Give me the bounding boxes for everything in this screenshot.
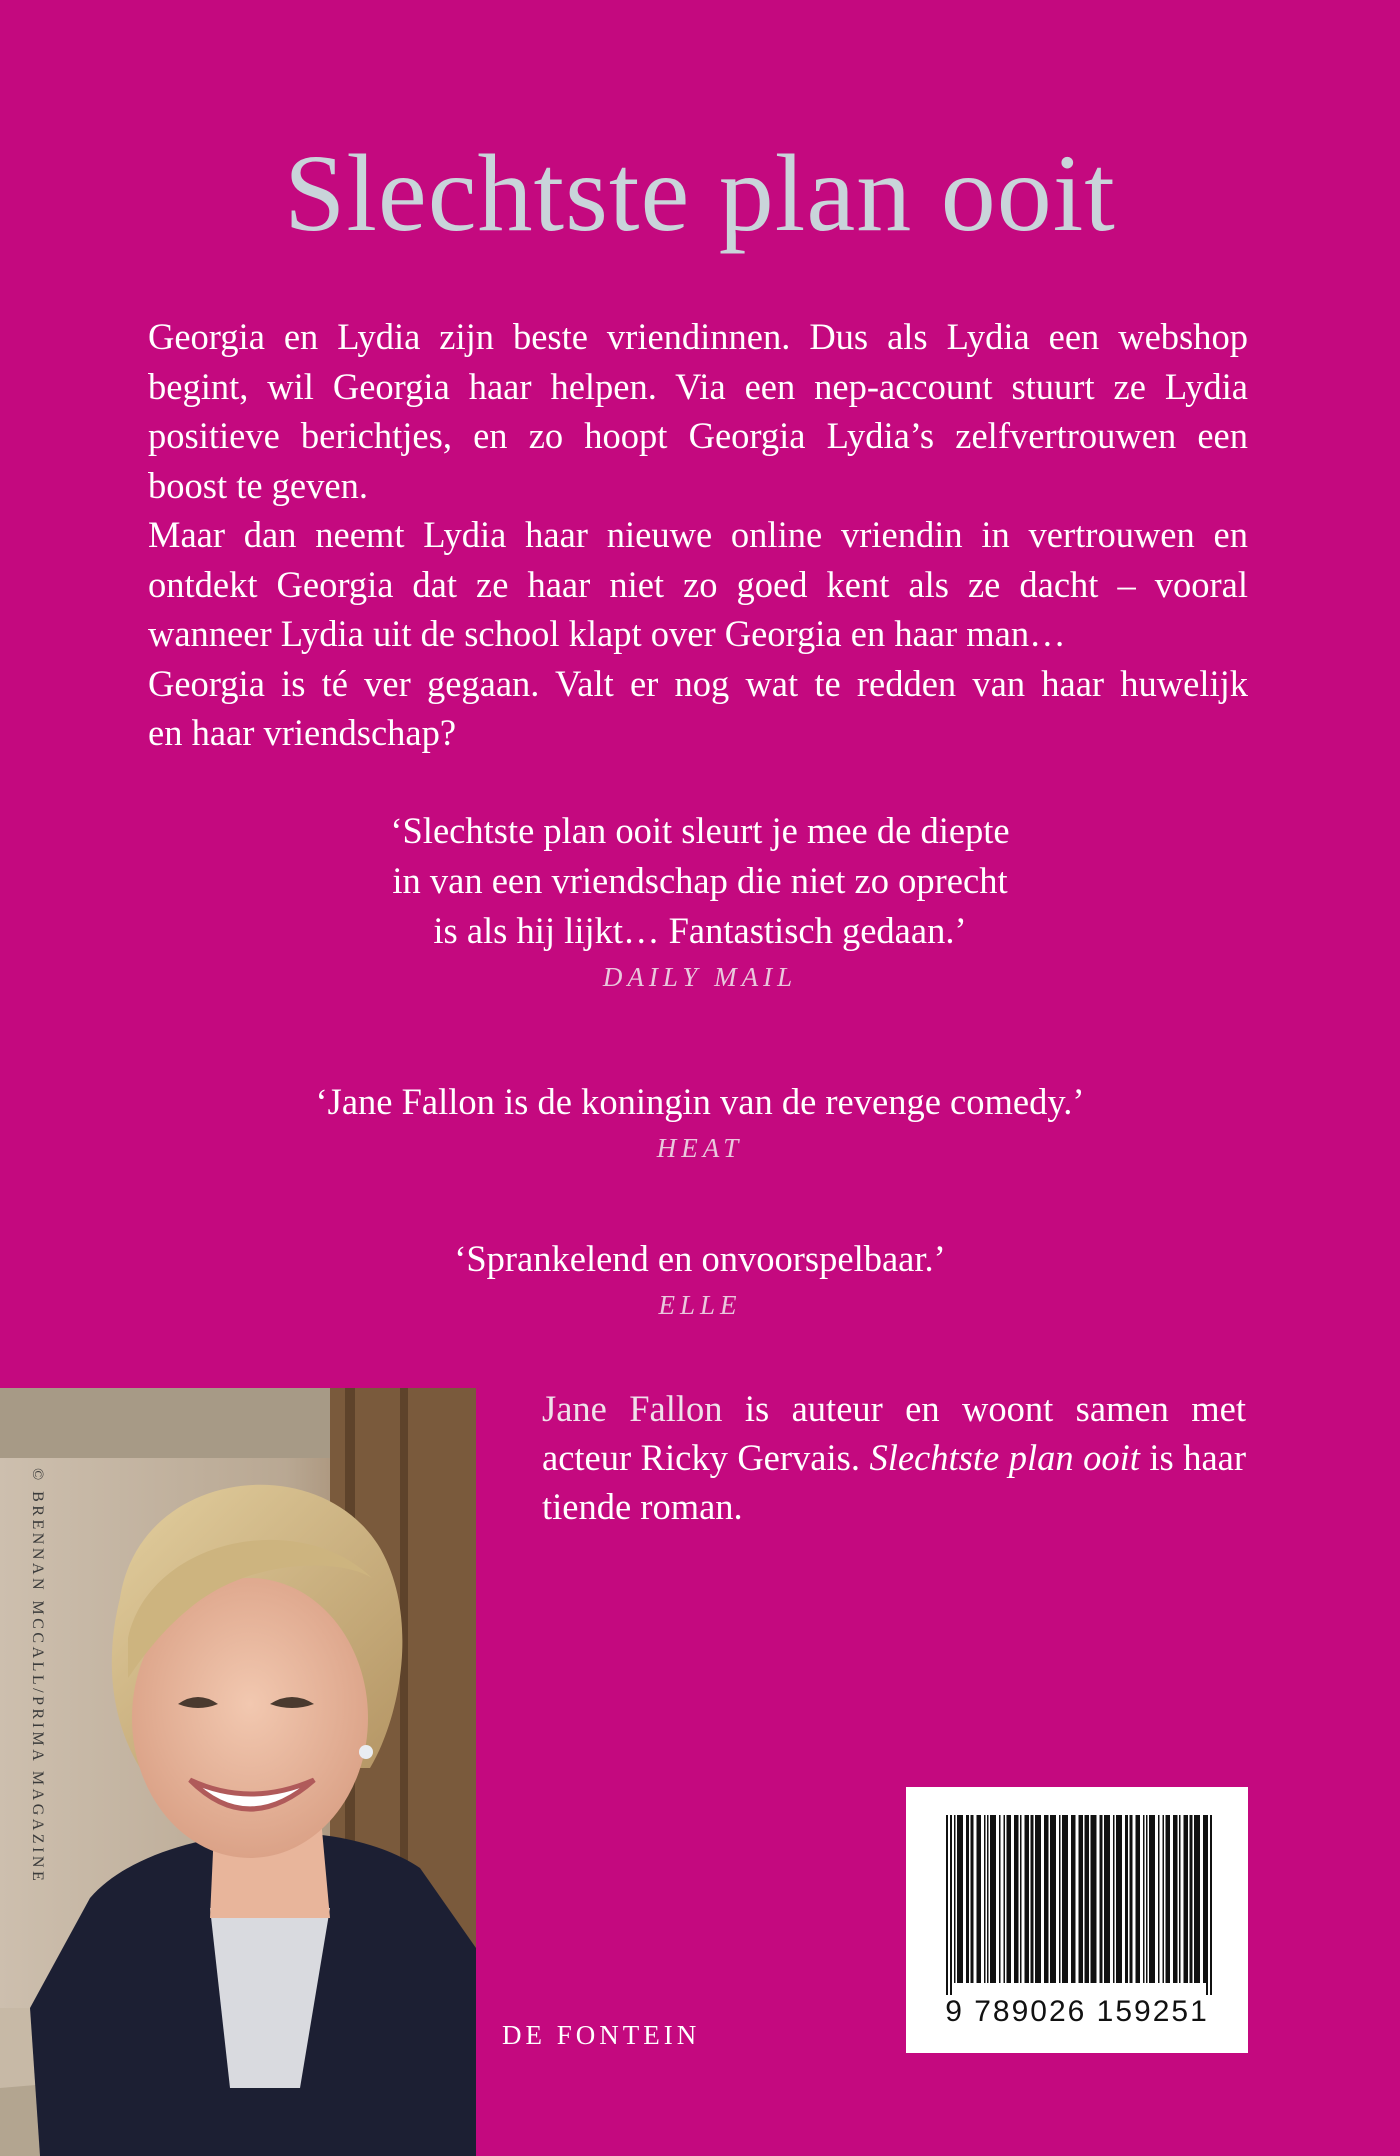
bio-line: [542, 1384, 1246, 1433]
quote-line: ‘Slechtste plan ooit sleurt je mee de diepte: [390, 810, 1010, 851]
author-photo: [0, 1388, 476, 2156]
quote-text: [0, 806, 1400, 956]
blurb: [148, 312, 1248, 758]
isbn-barcode: [906, 1787, 1248, 2053]
photo-credit: [22, 1468, 52, 2028]
blurb-line: boost te geven.: [148, 464, 368, 506]
blurb-line: positieve berichtjes, en zo hoopt Georgia Lydia’s zelfvertrouwen een: [148, 415, 1248, 456]
photo-credit-text: © BRENNAN MCCALL/PRIMA MAGAZINE: [29, 1468, 46, 1885]
blurb-line: Georgia is té ver gegaan. Valt er nog wat te redden van haar huwelijk: [148, 662, 1248, 704]
isbn-number: 9 789026 159251: [945, 1995, 1209, 2028]
blurb-line: wanneer Lydia uit de school klapt over Georgia en haar man…: [148, 613, 1066, 654]
quote-line: ‘Sprankelend en onvoorspelbaar.’: [454, 1238, 946, 1279]
bio-text: acteur Ricky Gervais.: [542, 1437, 870, 1478]
bio-text: is haar: [1139, 1437, 1247, 1478]
blurb-line: ontdekt Georgia dat ze haar niet zo goed kent als ze dacht – vooral: [148, 563, 1248, 605]
review-quote-heat: [0, 1077, 1400, 1164]
bio-line: tiende roman.: [542, 1486, 743, 1527]
blurb-paragraph: [148, 659, 1248, 758]
quote-line: in van een vriendschap die niet zo oprecht: [392, 860, 1008, 901]
bio-text: is auteur en woont samen met: [722, 1388, 1246, 1429]
book-title: Slechtste plan ooit: [284, 132, 1116, 254]
blurb-paragraph: [148, 312, 1248, 510]
author-name: Jane Fallon: [542, 1388, 723, 1429]
quote-source: HEAT: [656, 1133, 744, 1163]
blurb-line: en haar vriendschap?: [148, 712, 457, 753]
publisher-name: DE FONTEIN: [502, 2020, 701, 2050]
quote-line: is als hij lijkt… Fantastisch gedaan.’: [433, 910, 967, 951]
quote-text: [0, 1077, 1400, 1127]
blurb-line: begint, wil Georgia haar helpen. Via een nep-account stuurt ze Lydia: [148, 365, 1248, 407]
quote-source: ELLE: [658, 1290, 742, 1320]
blurb-line: Georgia en Lydia zijn beste vriendinnen. Dus als Lydia een webshop: [148, 316, 1248, 357]
quote-line: ‘Jane Fallon is de koningin van de revenge comedy.’: [315, 1081, 1085, 1122]
quote-source: DAILY MAIL: [602, 962, 798, 992]
blurb-line: Maar dan neemt Lydia haar nieuwe online vriendin in vertrouwen en: [148, 514, 1248, 555]
author-bio: [542, 1384, 1246, 1531]
review-quote-elle: [0, 1234, 1400, 1321]
blurb-paragraph: [148, 510, 1248, 659]
review-quote-daily-mail: [0, 806, 1400, 993]
bio-line: [542, 1433, 1246, 1482]
quote-text: [0, 1234, 1400, 1284]
bio-book-title: Slechtste plan ooit: [869, 1437, 1140, 1478]
